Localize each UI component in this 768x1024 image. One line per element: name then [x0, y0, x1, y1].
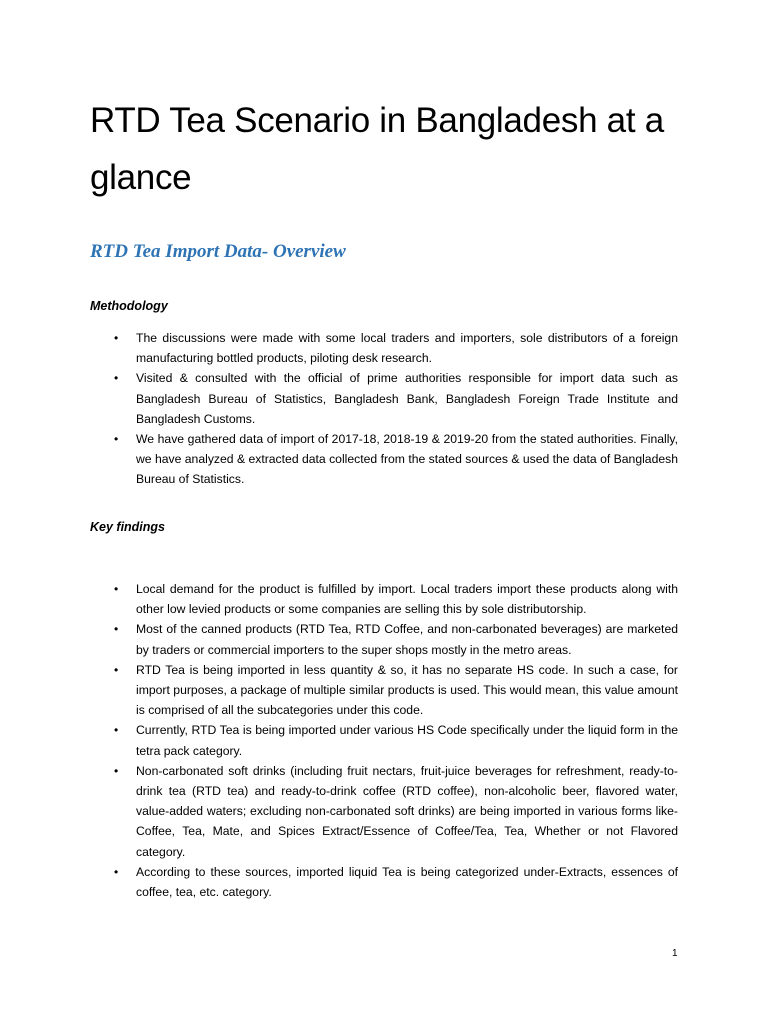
list-item — [92, 720, 678, 760]
list-item-text: According to these sources, imported liquid Tea is being categorized under-Extracts, essences of coffee, tea, etc. category. — [136, 864, 678, 900]
key-findings-list — [92, 579, 678, 902]
list-item — [92, 761, 678, 862]
list-item-text: Visited & consulted with the official of prime authorities responsible for import data such as Bangladesh Bureau of Statistics, Bangladesh Bank, Bangladesh Foreign Trade Institute and Bangladesh Customs. — [136, 371, 678, 426]
methodology-list — [92, 328, 678, 490]
list-item-text: Currently, RTD Tea is being imported under various HS Code specifically under the liquid form in the tetra pack category. — [136, 723, 678, 758]
list-item-text: Most of the canned products (RTD Tea, RTD Coffee, and non-carbonated beverages) are marketed by traders or commercial importers to the super shops mostly in the metro areas. — [136, 622, 678, 657]
bullet-icon: • — [114, 662, 119, 677]
bullet-icon: • — [114, 331, 119, 345]
list-item-text: RTD Tea is being imported in less quantity & so, it has no separate HS code. In such a case, for import purposes, a package of multiple similar products is used. This would mean, this value amount is comprised of all the subcategories under this code. — [136, 662, 678, 718]
page-number: 1 — [672, 948, 678, 959]
bullet-icon: • — [114, 763, 119, 778]
list-item — [92, 579, 678, 619]
bullet-icon: • — [114, 864, 119, 879]
list-item-text: Local demand for the product is fulfilled by import. Local traders import these products along with other low levied products or some companies are selling this by sole distributorship. — [136, 582, 678, 617]
list-item-text: Non-carbonated soft drinks (including fruit nectars, fruit-juice beverages for refreshment, ready-to-drink tea (RTD tea) and ready-to-drink coffee (RTD coffee), non-alcoholic beer, flavored water, value-added waters; excluding non-carbonated soft drinks) are being imported in various forms like-Coffee, Tea, Mate, and Spices Extract/Essence of Coffee/Tea, Tea, Whether or not Flavored category. — [136, 763, 678, 859]
document-title: RTD Tea Scenario in Bangladesh at a glance — [90, 101, 664, 197]
list-item — [92, 862, 678, 902]
bullet-icon: • — [114, 371, 119, 386]
section-subtitle: RTD Tea Import Data- Overview — [90, 241, 346, 262]
key-findings-heading: Key findings — [90, 520, 166, 534]
bullet-icon: • — [114, 582, 119, 596]
list-item-text: The discussions were made with some local traders and importers, sole distributors of a foreign manufacturing bottled products, piloting desk research. — [136, 331, 678, 366]
list-item-text: We have gathered data of import of 2017-18, 2018-19 & 2019-20 from the stated authorities. Finally, we have analyzed & extracted data collected from the stated sources & used the data of Bangladesh Bureau of Statistics. — [136, 432, 679, 487]
list-item — [92, 429, 678, 490]
bullet-icon: • — [114, 622, 119, 637]
methodology-heading: Methodology — [90, 299, 168, 313]
bullet-icon: • — [114, 723, 119, 738]
list-item — [92, 368, 678, 429]
list-item — [92, 619, 678, 659]
list-item — [92, 328, 678, 368]
bullet-icon: • — [114, 432, 119, 447]
list-item — [92, 660, 678, 721]
